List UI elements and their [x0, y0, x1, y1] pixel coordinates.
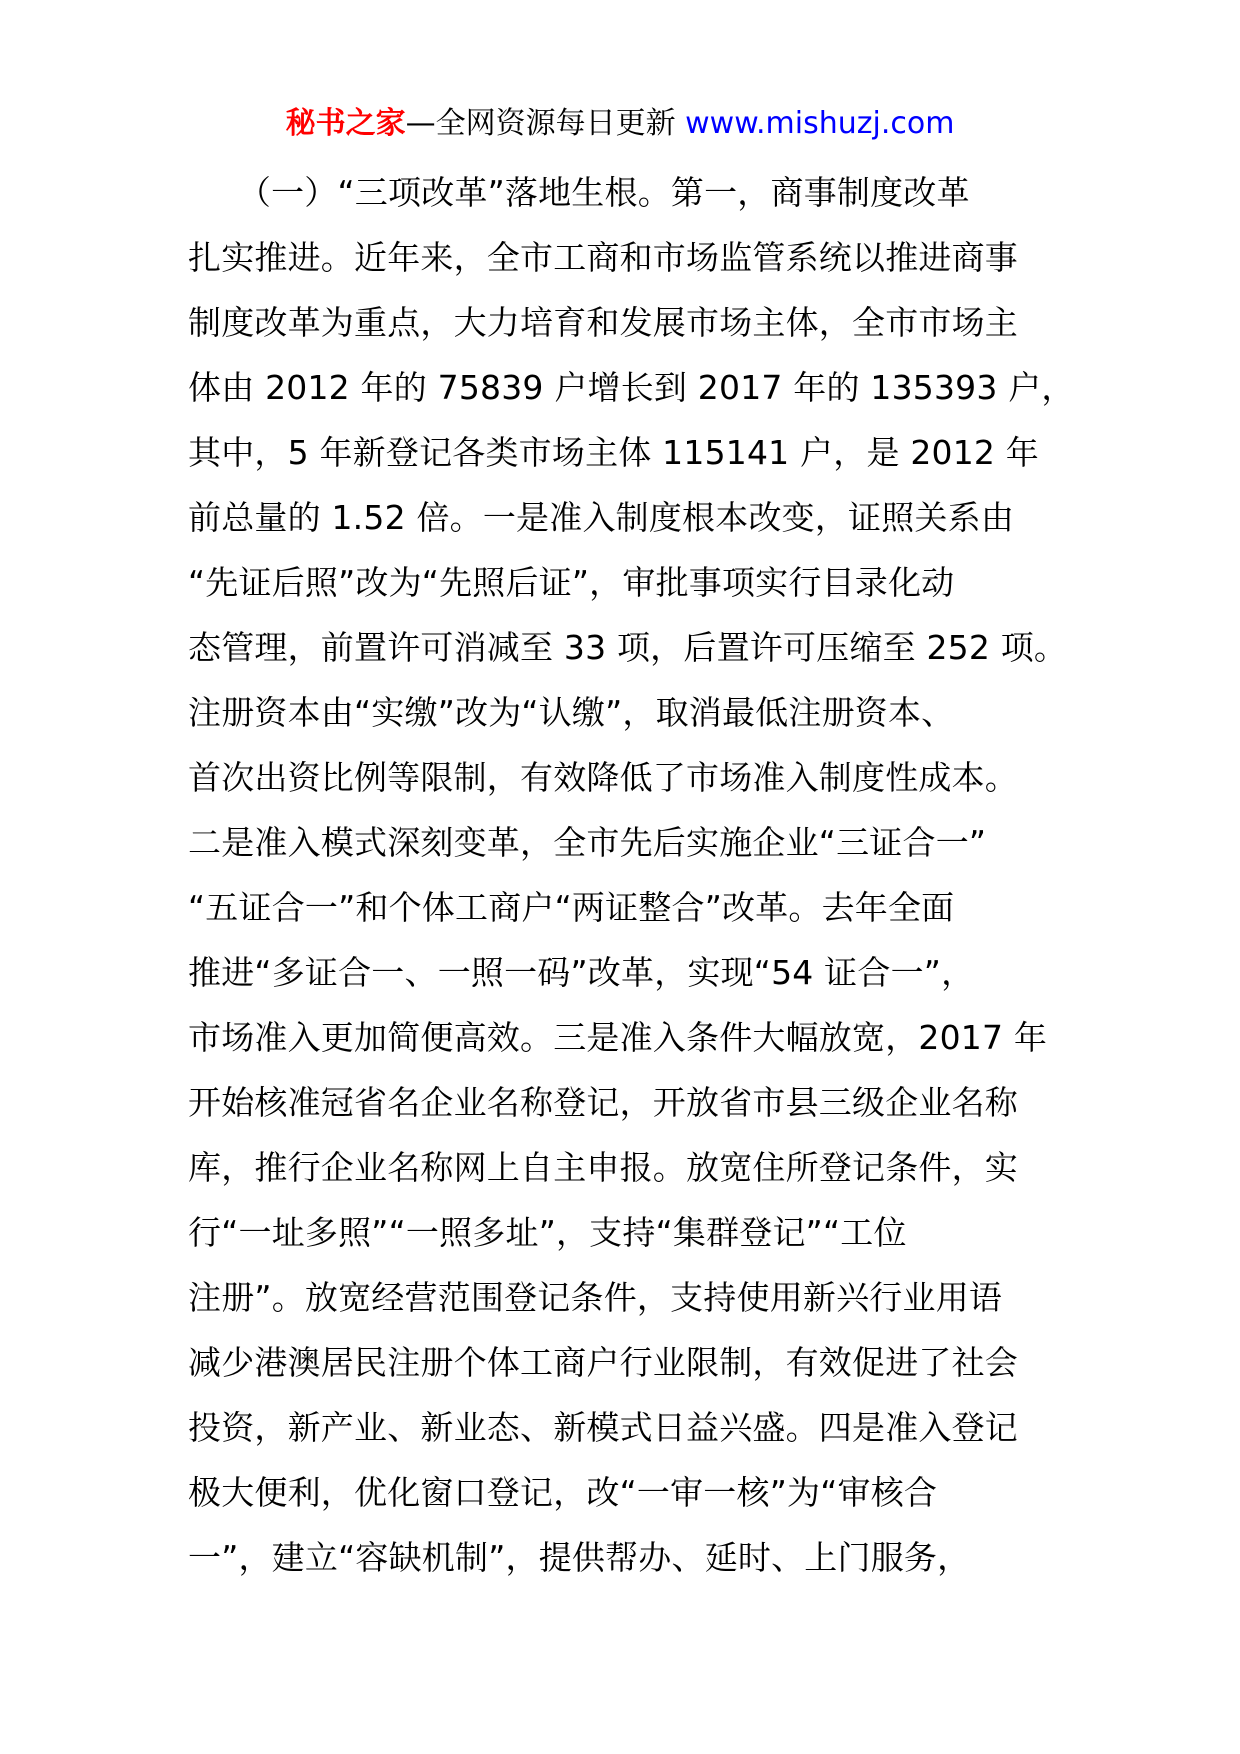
- body-line: 推进“多证合一、一照一码”改革，实现“54 证合一”，: [188, 953, 975, 992]
- body-line: 行“一址多照”“一照多址”，支持“集群登记”“工位: [188, 1213, 907, 1252]
- body-line: 投资，新产业、新业态、新模式日益兴盛。四是准入登记: [188, 1408, 1018, 1447]
- site-brand: 秘书之家: [285, 106, 406, 141]
- body-line: 首次出资比例等限制，有效降低了市场准入制度性成本。: [188, 758, 1018, 797]
- body-line: 库，推行企业名称网上自主申报。放宽住所登记条件，实: [188, 1148, 1018, 1187]
- body-line: 开始核准冠省名企业名称登记，开放省市县三级企业名称: [188, 1083, 1018, 1122]
- site-url[interactable]: www.mishuzj.com: [685, 106, 955, 141]
- body-line: 减少港澳居民注册个体工商户行业限制，有效促进了社会: [188, 1343, 1018, 1382]
- document-body: [188, 160, 1088, 1590]
- body-line: 注册”。放宽经营范围登记条件，支持使用新兴行业用语: [188, 1278, 1003, 1317]
- body-line: 市场准入更加简便高效。三是准入条件大幅放宽，2017 年: [188, 1018, 1048, 1057]
- body-line: “五证合一”和个体工商户“两证整合”改革。去年全面: [188, 888, 955, 927]
- body-line: 体由 2012 年的 75839 户增长到 2017 年的 135393 户，: [188, 368, 1075, 407]
- body-line: 态管理，前置许可消减至 33 项，后置许可压缩至 252 项。: [188, 628, 1068, 667]
- body-line: “先证后照”改为“先照后证”，审批事项实行目录化动: [188, 563, 955, 602]
- body-line: （一）“三项改革”落地生根。第一，商事制度改革: [188, 173, 970, 212]
- body-line: 制度改革为重点，大力培育和发展市场主体，全市市场主: [188, 303, 1018, 342]
- body-line: 一”，建立“容缺机制”，提供帮办、延时、上门服务，: [188, 1538, 971, 1577]
- page-header: [0, 104, 1240, 144]
- body-line: 极大便利，优化窗口登记，改“一审一核”为“审核合: [188, 1473, 938, 1512]
- body-line: 前总量的 1.52 倍。一是准入制度根本改变，证照关系由: [188, 498, 1015, 537]
- body-line: 注册资本由“实缴”改为“认缴”，取消最低注册资本、: [188, 693, 955, 732]
- body-line: 二是准入模式深刻变革，全市先后实施企业“三证合一”: [188, 823, 987, 862]
- body-line: 其中，5 年新登记各类市场主体 115141 户，是 2012 年: [188, 433, 1040, 472]
- body-line: 扎实推进。近年来，全市工商和市场监管系统以推进商事: [188, 238, 1018, 277]
- site-tagline: —全网资源每日更新: [405, 106, 686, 141]
